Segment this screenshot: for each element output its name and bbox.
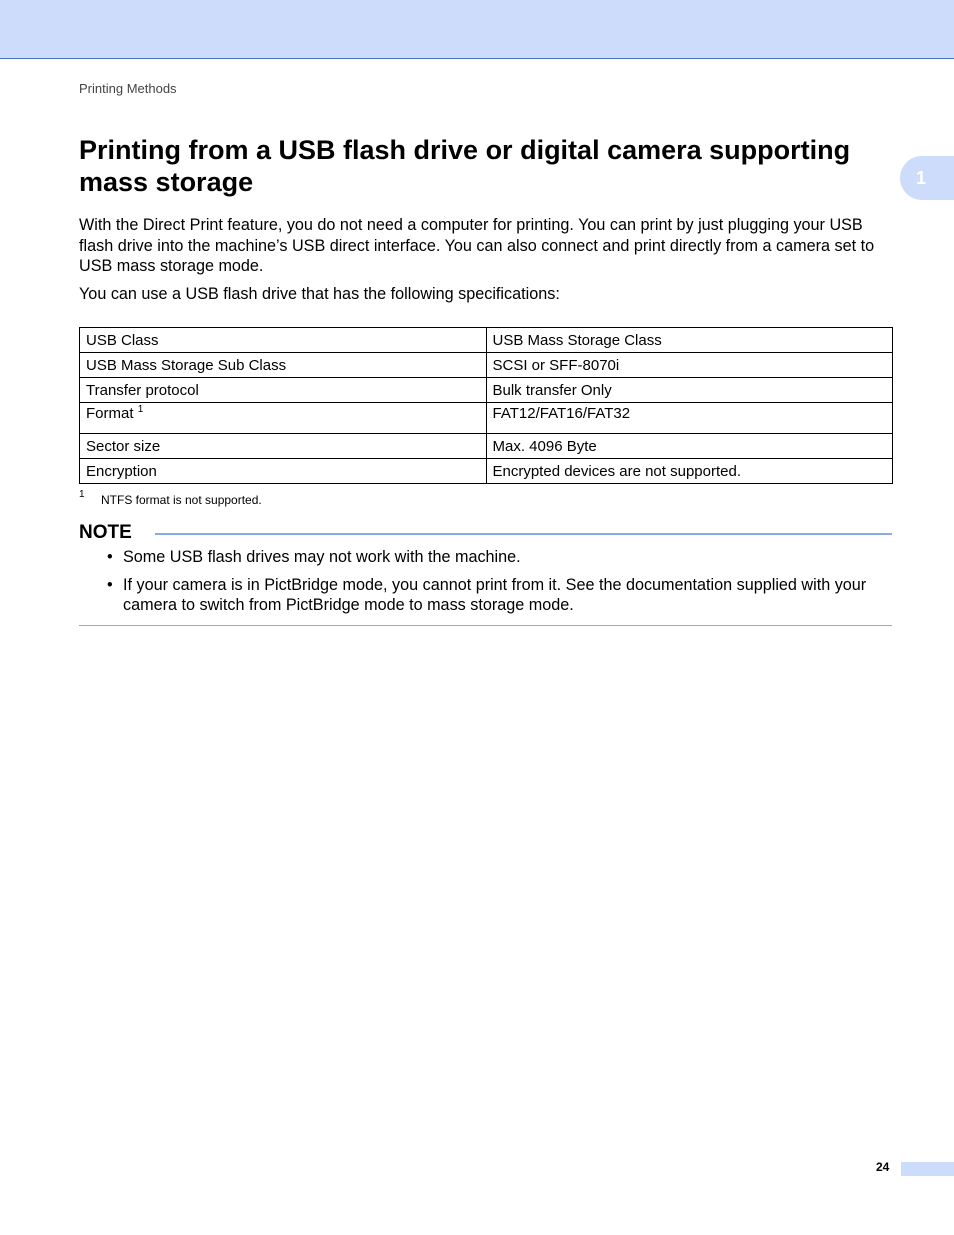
table-row	[80, 403, 893, 434]
note-text: If your camera is in PictBridge mode, you cannot print from it. See the documentation supplied with your camera to switch from PictBridge mode to mass storage mode.	[123, 575, 867, 614]
spec-value: FAT12/FAT16/FAT32	[486, 403, 893, 434]
table-row	[80, 378, 893, 403]
spec-label: Transfer protocol	[80, 378, 487, 403]
intro-paragraph: With the Direct Print feature, you do not need a computer for printing. You can print by just plugging your USB flash drive into the machine’s USB direct interface. You can also connect and print directly from a camera set to USB mass storage mode.	[79, 216, 875, 275]
chapter-tab[interactable]: 1	[900, 156, 954, 200]
note-heading: NOTE	[79, 522, 132, 543]
breadcrumb: Printing Methods	[79, 81, 177, 96]
note-end-divider	[79, 625, 892, 626]
header-band	[0, 0, 954, 59]
spec-label-cell	[80, 403, 487, 434]
spec-label: USB Class	[80, 328, 487, 353]
table-row	[80, 434, 893, 459]
spec-value: SCSI or SFF-8070i	[486, 353, 893, 378]
table-row	[80, 328, 893, 353]
page-tab	[901, 1162, 954, 1176]
spec-label: Encryption	[80, 459, 487, 484]
footnote-text: NTFS format is not supported.	[101, 493, 262, 507]
spec-value: USB Mass Storage Class	[486, 328, 893, 353]
spec-table	[79, 327, 893, 484]
note-text: Some USB flash drives may not work with the machine.	[123, 548, 521, 566]
spec-label: Sector size	[80, 434, 487, 459]
bullet-icon: •	[107, 548, 113, 566]
spec-value: Bulk transfer Only	[486, 378, 893, 403]
spec-label: Format	[86, 405, 134, 422]
list-item	[107, 575, 892, 616]
footnote-mark: 1	[79, 489, 85, 500]
page-number: 24	[876, 1160, 890, 1174]
list-item	[107, 547, 892, 568]
page-title: Printing from a USB flash drive or digital camera supporting mass storage	[79, 135, 851, 197]
table-row	[80, 353, 893, 378]
spec-label: USB Mass Storage Sub Class	[80, 353, 487, 378]
note-divider	[155, 533, 892, 535]
bullet-icon: •	[107, 575, 113, 594]
spec-value: Max. 4096 Byte	[486, 434, 893, 459]
footnote-reference[interactable]: 1	[137, 404, 144, 415]
table-row	[80, 459, 893, 484]
note-list	[107, 547, 892, 623]
spec-value: Encrypted devices are not supported.	[486, 459, 893, 484]
spec-lead-paragraph: You can use a USB flash drive that has the following specifications:	[79, 285, 560, 303]
